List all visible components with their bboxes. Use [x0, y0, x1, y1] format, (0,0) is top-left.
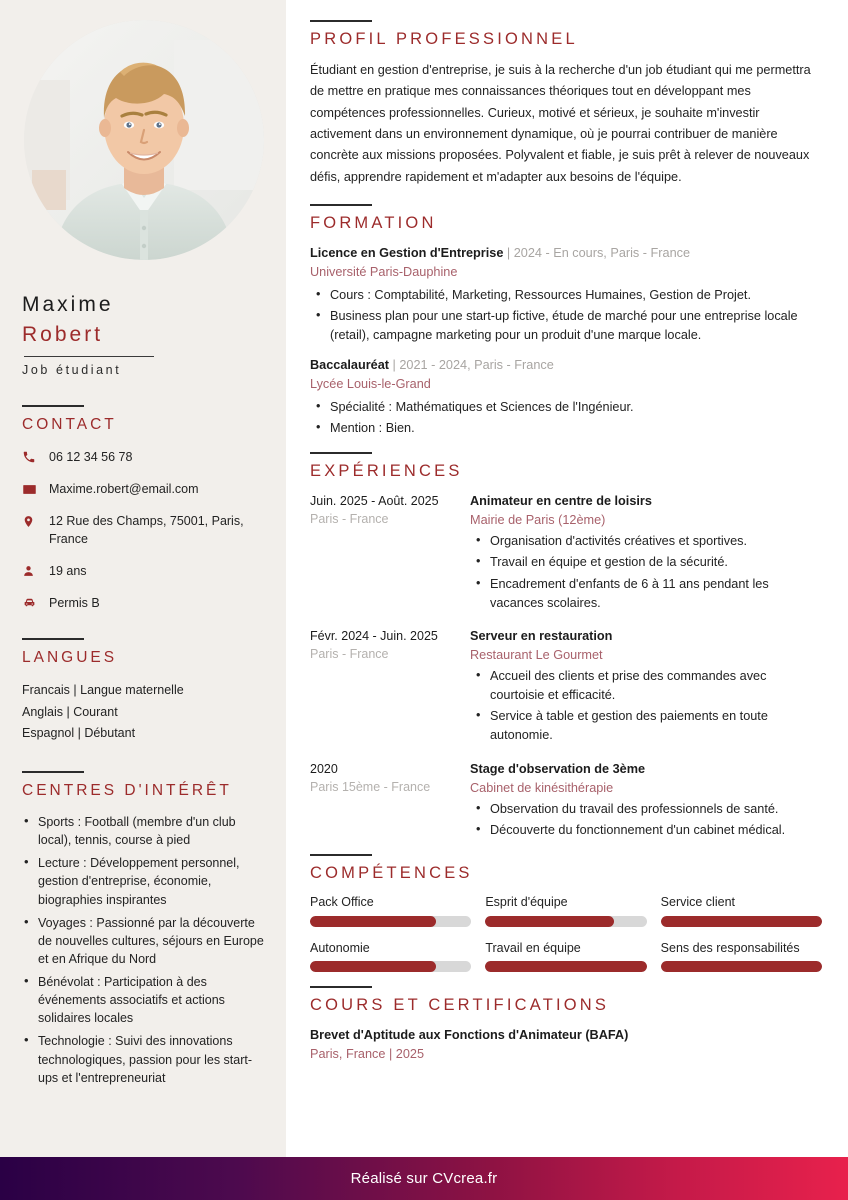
skill-track [310, 961, 471, 972]
experience-role: Stage d'observation de 3ème [470, 761, 646, 776]
experience-location: Paris 15ème - France [310, 780, 431, 795]
contact-license-text: Permis B [49, 596, 100, 611]
formation-school: Université Paris-Dauphine [310, 265, 458, 280]
job-title: Job étudiant [22, 362, 122, 377]
languages-section [22, 638, 264, 745]
skill-label: Sens des responsabilités [660, 940, 800, 955]
contact-address-text: 12 Rue des Champs, 75001, Paris, France [49, 513, 244, 546]
experience-item [310, 492, 822, 615]
formation-meta: | 2021 - 2024, Paris - France [389, 357, 554, 372]
contact-item-address[interactable] [22, 512, 264, 548]
experience-role: Animateur en centre de loisirs [470, 493, 652, 508]
skill-fill [310, 916, 436, 927]
interests-heading: CENTRES D'INTÉRÊT [22, 781, 232, 799]
contact-item-phone[interactable] [22, 448, 264, 466]
section-divider [310, 20, 372, 22]
skills-grid [310, 894, 822, 972]
skill-label: Esprit d'équipe [485, 895, 568, 910]
formation-degree: Baccalauréat [310, 357, 389, 372]
title-divider [24, 356, 154, 357]
list-item: • Observation du travail des professionnels de santé. [470, 800, 822, 819]
skill-track [485, 916, 646, 927]
skill-fill [485, 916, 614, 927]
location-pin-icon [22, 512, 38, 529]
name-block [22, 290, 264, 379]
skill-track [485, 961, 646, 972]
certifications-section [310, 986, 822, 1065]
contact-item-age [22, 562, 264, 580]
first-name: Maxime [22, 293, 114, 316]
skill-item [310, 940, 471, 972]
experiences-heading: EXPÉRIENCES [310, 461, 463, 480]
list-item: • Technologie : Suivi des innovations technologiques, passion pour les start-ups et l'entrepreneuriat [22, 1032, 264, 1086]
experience-organization: Cabinet de kinésithérapie [470, 780, 614, 795]
contact-age-text: 19 ans [49, 564, 87, 579]
skill-fill [661, 961, 822, 972]
section-divider [310, 854, 372, 856]
interests-list [22, 813, 264, 1087]
contact-item-license [22, 594, 264, 612]
profile-photo-illustration [24, 20, 264, 260]
main-content [286, 0, 848, 1157]
experience-date: 2020 [310, 761, 338, 776]
section-divider [22, 405, 84, 407]
skill-fill [661, 916, 822, 927]
formation-item [310, 244, 822, 345]
skill-item [485, 894, 646, 926]
contact-item-email[interactable] [22, 480, 264, 498]
list-item: • Encadrement d'enfants de 6 à 11 ans pendant les vacances scolaires. [470, 575, 822, 613]
car-icon [22, 594, 38, 609]
skill-label: Service client [660, 895, 735, 910]
footer-banner [0, 1157, 848, 1200]
certification-item [310, 1026, 822, 1065]
list-item: • Mention : Bien. [310, 419, 822, 438]
skill-item [485, 940, 646, 972]
contact-phone-text: 06 12 34 56 78 [49, 449, 133, 464]
section-divider [310, 204, 372, 206]
skills-section [310, 854, 822, 972]
formation-degree: Licence en Gestion d'Entreprise [310, 245, 504, 260]
certification-meta: Paris, France | 2025 [310, 1046, 425, 1061]
skill-item [310, 894, 471, 926]
experience-location: Paris - France [310, 512, 389, 527]
list-item: • Service à table et gestion des paiements en toute autonomie. [470, 707, 822, 745]
contact-heading: CONTACT [22, 416, 117, 434]
skill-label: Pack Office [310, 895, 374, 910]
contact-email-text: Maxime.robert@email.com [49, 481, 199, 496]
experience-item [310, 760, 822, 843]
skill-item [661, 894, 822, 926]
section-divider [22, 638, 84, 640]
list-item: • Lecture : Développement personnel, gestion d'entreprise, économie, biographies inspirantes [22, 854, 264, 908]
skill-label: Autonomie [310, 940, 370, 955]
formation-header [310, 356, 822, 375]
interests-section [22, 771, 264, 1087]
person-icon [22, 562, 38, 578]
profile-text: Étudiant en gestion d'entreprise, je suis à la recherche d'un job étudiant qui me permettra de mettre en pratique mes connaissances théoriques tout en développant mes compétences professionnelles. Curieux, motivé et sérieux, je souhaite m'investir activement dans un environnement dynamique, où je pourrai contribuer de manière concrète aux missions proposées. Polyvalent et fiable, je suis prêt à relever de nouveaux défis, apprendre rapidement et m'adapter aux besoins de l'équipe. [310, 63, 811, 184]
certifications-heading: COURS ET CERTIFICATIONS [310, 995, 610, 1014]
formation-bullets [310, 398, 822, 438]
list-item: • Sports : Football (membre d'un club local), tennis, course à pied [22, 813, 264, 849]
profile-section [310, 20, 822, 188]
language-item: Francais | Langue maternelle [22, 683, 184, 698]
profile-heading: PROFIL PROFESSIONNEL [310, 30, 578, 48]
skill-track [310, 916, 471, 927]
section-divider [22, 771, 84, 773]
formation-meta: | 2024 - En cours, Paris - France [503, 245, 691, 260]
list-item: • Organisation d'activités créatives et sportives. [470, 532, 822, 551]
section-divider [310, 986, 372, 988]
experience-date: Févr. 2024 - Juin. 2025 [310, 628, 438, 643]
avatar [24, 20, 264, 260]
sidebar [0, 0, 286, 1157]
envelope-icon [22, 480, 38, 497]
list-item: • Spécialité : Mathématiques et Sciences de l'Ingénieur. [310, 398, 822, 417]
experience-bullets [470, 800, 822, 840]
language-item: Espagnol | Débutant [22, 726, 136, 741]
list-item: • Découverte du fonctionnement d'un cabinet médical. [470, 821, 822, 840]
skill-fill [485, 961, 646, 972]
formation-heading: FORMATION [310, 213, 437, 232]
skill-item [661, 940, 822, 972]
certification-name: Brevet d'Aptitude aux Fonctions d'Animateur (BAFA) [310, 1027, 629, 1042]
list-item: • Cours : Comptabilité, Marketing, Ressources Humaines, Gestion de Projet. [310, 286, 822, 305]
experience-date: Juin. 2025 - Août. 2025 [310, 493, 439, 508]
experience-organization: Restaurant Le Gourmet [470, 647, 603, 662]
skill-track [661, 961, 822, 972]
experience-organization: Mairie de Paris (12ème) [470, 512, 606, 527]
last-name: Robert [22, 323, 104, 347]
language-item: Anglais | Courant [22, 704, 118, 719]
formation-bullets [310, 286, 822, 345]
experience-period [310, 627, 470, 748]
list-item: • Business plan pour une start-up fictive, étude de marché pour une entreprise locale (retail), campagne marketing pour un produit d'une marque locale. [310, 307, 822, 345]
formation-item [310, 356, 822, 438]
experience-period [310, 760, 470, 843]
formation-header [310, 244, 822, 263]
experience-detail [470, 627, 822, 748]
experience-detail [470, 760, 822, 843]
experience-bullets [470, 667, 822, 745]
footer-text: Réalisé sur CVcrea.fr [350, 1170, 498, 1187]
experience-period [310, 492, 470, 615]
list-item: • Bénévolat : Participation à des événements associatifs et actions solidaires locales [22, 973, 264, 1027]
list-item: • Voyages : Passionné par la découverte de nouvelles cultures, séjours en Europe et en Afrique du Nord [22, 914, 264, 968]
experience-bullets [470, 532, 822, 612]
experience-role: Serveur en restauration [470, 628, 613, 643]
list-item: • Travail en équipe et gestion de la sécurité. [470, 553, 822, 572]
languages-heading: LANGUES [22, 649, 118, 667]
list-item: • Accueil des clients et prise des commandes avec courtoisie et efficacité. [470, 667, 822, 705]
formation-school: Lycée Louis-le-Grand [310, 376, 431, 391]
experience-location: Paris - France [310, 647, 389, 662]
skill-fill [310, 961, 436, 972]
section-divider [310, 452, 372, 454]
experience-item [310, 627, 822, 748]
formation-section [310, 204, 822, 438]
skill-label: Travail en équipe [485, 940, 581, 955]
skills-heading: COMPÉTENCES [310, 864, 473, 883]
skill-track [661, 916, 822, 927]
phone-icon [22, 448, 38, 464]
experience-detail [470, 492, 822, 615]
experiences-section [310, 452, 822, 843]
contact-section [22, 405, 264, 612]
